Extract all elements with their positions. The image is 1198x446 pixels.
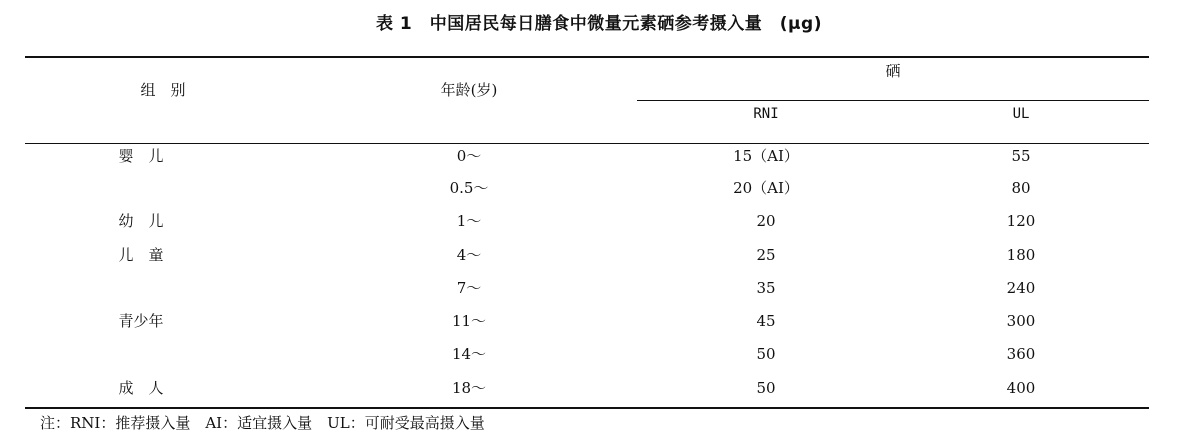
age-cell: 14～ [451,345,487,363]
group-cell: 青少年 [118,312,164,330]
rni-cell: 50 [756,379,776,397]
header-rni: RNI [753,106,779,122]
header-group: 组 别 [140,81,186,99]
group-cell: 婴 儿 [118,147,164,165]
rni-cell: 20（AI） [733,179,799,197]
header-selenium: 硒 [885,62,901,80]
header-bottom-rule [25,143,1149,144]
rni-cell: 25 [756,246,776,264]
ul-cell: 180 [1006,246,1036,264]
table-title: 表 1 中国居民每日膳食中微量元素硒参考摄入量 (μg) [376,14,822,34]
age-cell: 0～ [456,147,482,165]
age-cell: 1～ [456,212,482,230]
age-cell: 4～ [456,246,482,264]
ul-cell: 55 [1011,147,1031,165]
header-ul: UL [1012,106,1030,122]
ul-cell: 240 [1006,279,1036,297]
group-cell: 儿 童 [118,246,164,264]
group-cell: 幼 儿 [118,212,164,230]
rni-cell: 45 [756,312,776,330]
age-cell: 0.5～ [449,179,489,197]
ul-cell: 360 [1006,345,1036,363]
rni-cell: 20 [756,212,776,230]
rni-cell: 50 [756,345,776,363]
header-age: 年龄(岁) [440,81,498,99]
rni-cell: 35 [756,279,776,297]
age-cell: 11～ [451,312,487,330]
rni-cell: 15（AI） [733,147,799,165]
top-rule [25,56,1149,58]
bottom-rule [25,407,1149,409]
selenium-rule [637,100,1149,101]
ul-cell: 400 [1006,379,1036,397]
ul-cell: 80 [1011,179,1031,197]
group-cell: 成 人 [118,379,164,397]
ul-cell: 300 [1006,312,1036,330]
age-cell: 18～ [451,379,487,397]
ul-cell: 120 [1006,212,1036,230]
age-cell: 7～ [456,279,482,297]
table-footnote: 注：RNI：推荐摄入量 AI：适宜摄入量 UL：可耐受最高摄入量 [40,414,485,432]
